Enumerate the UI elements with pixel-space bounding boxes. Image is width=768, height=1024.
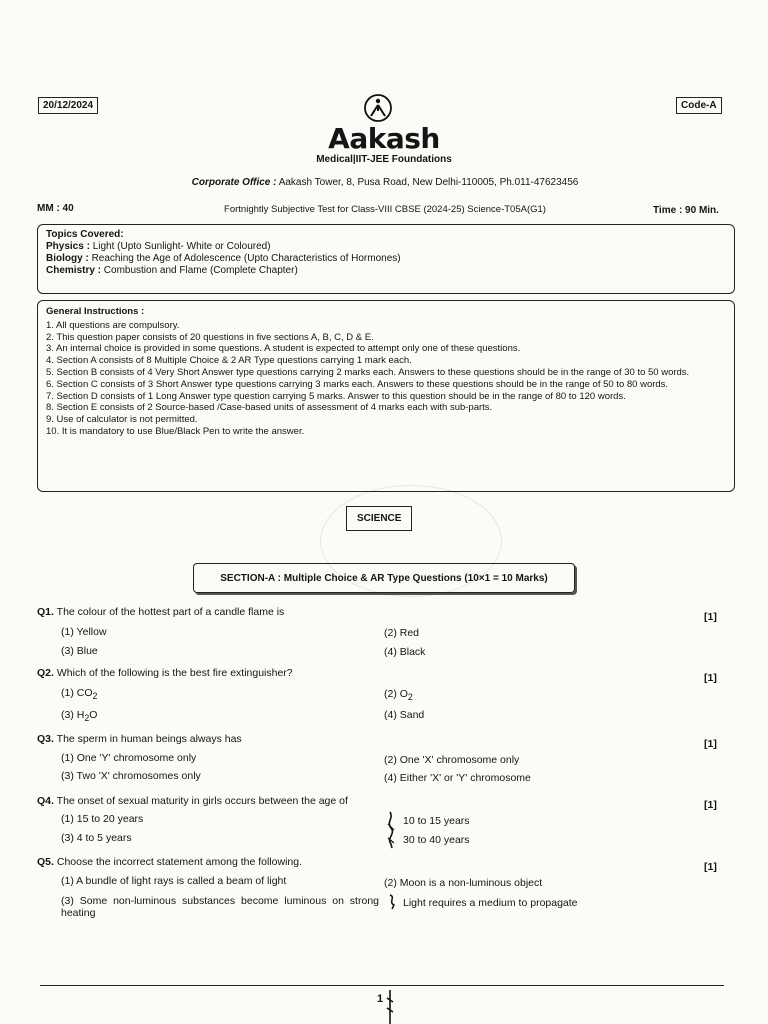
option: (4) Sand <box>384 709 425 721</box>
option <box>61 709 97 723</box>
instructions-heading: General Instructions : <box>46 306 145 317</box>
option-text: (3) H <box>61 709 85 721</box>
question-mark: [1] <box>704 861 717 873</box>
question-number: Q3. <box>37 733 54 745</box>
option-text: (1) CO <box>61 687 93 699</box>
instruction-item: 6. Section C consists of 3 Short Answer type questions carrying 3 marks each. Answers to these questions should be in the range of 50 to 80 words. <box>46 378 669 390</box>
instruction-item: 9. Use of calculator is not permitted. <box>46 414 198 426</box>
question-number: Q5. <box>37 856 54 868</box>
option: (2) One 'X' chromosome only <box>384 754 520 766</box>
question-3 <box>37 733 242 745</box>
topic-subject: Chemistry : <box>46 265 102 276</box>
topic-subject: Physics : <box>46 241 90 252</box>
question-text: Which of the following is the best fire extinguisher? <box>56 667 293 679</box>
instruction-item: 3. An internal choice is provided in some questions. A student is expected to attempt only one of these questions. <box>46 343 521 355</box>
question-text: The sperm in human beings always has <box>56 733 242 745</box>
test-title: Fortnightly Subjective Test for Class-VIII CBSE (2024-25) Science-T05A(G1) <box>224 204 546 215</box>
option: (1) One 'Y' chromosome only <box>61 752 197 764</box>
option: Light requires a medium to propagate <box>403 897 578 909</box>
footer-rule <box>40 985 724 986</box>
question-1 <box>37 606 284 618</box>
general-instructions-box <box>37 300 735 492</box>
topic-text: Combustion and Flame (Complete Chapter) <box>103 265 298 276</box>
office-address: Aakash Tower, 8, Pusa Road, New Delhi-110005, Ph.011-47623456 <box>278 177 579 188</box>
option: (4) Either 'X' or 'Y' chromosome <box>384 772 531 784</box>
topic-biology <box>46 253 726 265</box>
question-text: Choose the incorrect statement among the following. <box>56 856 302 868</box>
option: (1) A bundle of light rays is called a beam of light <box>61 875 287 887</box>
instruction-item: 2. This question paper consists of 20 questions in five sections A, B, C, D & E. <box>46 331 374 343</box>
option: (3) Blue <box>61 645 98 657</box>
pen-scribble-icon <box>384 990 396 1024</box>
option: (1) Yellow <box>61 626 107 638</box>
option <box>61 687 97 701</box>
question-mark: [1] <box>704 738 717 750</box>
date-box: 20/12/2024 <box>38 97 98 114</box>
topic-text: Light (Upto Sunlight- White or Coloured) <box>92 241 271 252</box>
corporate-office <box>60 177 710 188</box>
question-number: Q4. <box>37 795 54 807</box>
question-2 <box>37 667 293 679</box>
aakash-logo-icon <box>363 93 393 123</box>
topic-physics <box>46 241 726 253</box>
time-allowed: Time : 90 Min. <box>653 205 719 216</box>
option: (3) 4 to 5 years <box>61 832 132 844</box>
option: (1) 15 to 20 years <box>61 813 144 825</box>
office-label: Corporate Office : <box>191 177 277 188</box>
subscript: 2 <box>84 713 90 724</box>
option: 10 to 15 years <box>403 815 470 827</box>
topics-heading: Topics Covered: <box>46 229 124 240</box>
topic-chemistry <box>46 265 726 277</box>
instruction-item: 10. It is mandatory to use Blue/Black Pen to write the answer. <box>46 425 305 437</box>
page-number: 1 <box>377 993 384 1005</box>
pen-scribble-icon <box>386 893 400 911</box>
option: (3) Two 'X' chromosomes only <box>61 770 201 782</box>
brand-subtitle: Medical|IIT-JEE Foundations <box>316 154 452 165</box>
instruction-item: 5. Section B consists of 4 Very Short Answer type questions carrying 2 marks each. Answers to these questions should be in the range of 30 to 50 words. <box>46 366 690 378</box>
option <box>384 688 413 702</box>
subject-label: SCIENCE <box>346 506 412 531</box>
question-5 <box>37 856 302 868</box>
question-mark: [1] <box>704 611 717 623</box>
option: (4) Black <box>384 646 426 658</box>
option-text: O <box>89 709 98 721</box>
question-mark: [1] <box>704 799 717 811</box>
question-text: The onset of sexual maturity in girls occurs between the age of <box>56 795 348 807</box>
option: (2) Moon is a non-luminous object <box>384 877 543 889</box>
instruction-item: 7. Section D consists of 1 Long Answer type question carrying 5 marks. Answer to this question should be in the range of 80 to 120 words. <box>46 390 626 402</box>
question-number: Q2. <box>37 667 54 679</box>
question-4 <box>37 795 348 807</box>
option-text: (2) O <box>384 688 408 700</box>
topics-covered-box <box>37 224 735 294</box>
question-text: The colour of the hottest part of a candle flame is <box>56 606 285 618</box>
question-mark: [1] <box>704 672 717 684</box>
instruction-item: 1. All questions are compulsory. <box>46 319 180 331</box>
max-marks: MM : 40 <box>37 203 74 214</box>
instruction-item: 4. Section A consists of 8 Multiple Choice & 2 AR Type questions carrying 1 mark each. <box>46 355 412 367</box>
instruction-item: 8. Section E consists of 2 Source-based /Case-based units of assessment of 4 marks each with sub-parts. <box>46 402 493 414</box>
option: 30 to 40 years <box>403 834 470 846</box>
subscript: 2 <box>407 692 413 703</box>
section-a-title: SECTION-A : Multiple Choice & AR Type Questions (10×1 = 10 Marks) <box>193 563 575 593</box>
topic-text: Reaching the Age of Adolescence (Upto Characteristics of Hormones) <box>91 253 401 264</box>
topic-subject: Biology : <box>46 253 89 264</box>
pen-scribble-icon <box>384 810 398 850</box>
subscript: 2 <box>92 691 98 702</box>
code-box: Code-A <box>676 97 722 114</box>
brand-name: Aakash <box>328 122 440 155</box>
option: (3) Some non-luminous substances become luminous on strong heating <box>61 895 379 919</box>
question-number: Q1. <box>37 606 54 618</box>
option: (2) Red <box>384 627 420 639</box>
